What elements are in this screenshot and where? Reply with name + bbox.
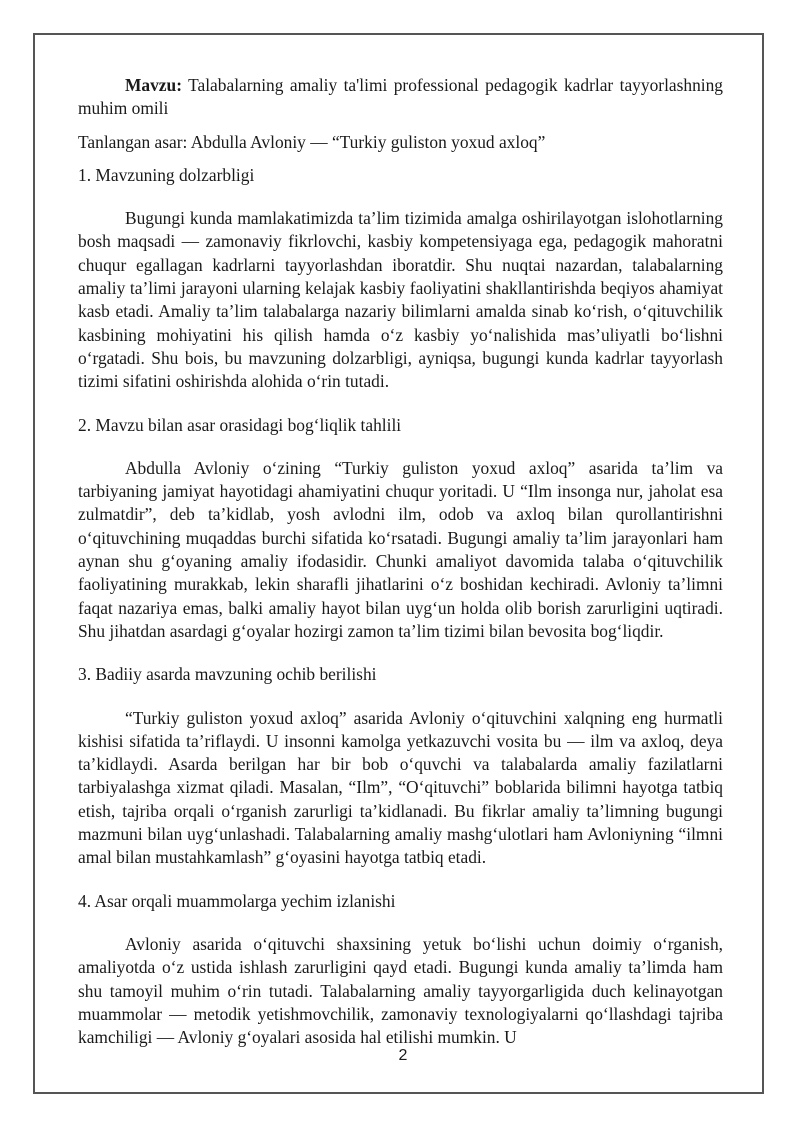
section-3-paragraph: “Turkiy guliston yoxud axloq” asarida Avloniy o‘qituvchini xalqning eng hurmatli kishisi sifatida ta’riflaydi. U insonni kamolga yetkazuvchi vosita bu — ilm va axloq, deya ta’kidlaydi. Asarda berilgan har bir bob o‘quvchi va talabalarda amaliy fazilatlarni tarbiyalashga xizmat qiladi. Masalan, “Ilm”, “O‘qituvchi” boblarida bilimni hayotga tatbiq etish, tajriba orqali o‘rganish zarurligi ta’kidlanadi. Bu fikrlar amaliy ta’limning bugungi mazmuni bilan uyg‘unlashadi. Talabalarning amaliy mashg‘ulotlari ham Avloniyning “ilmni amal bilan mustahkamlash” g‘oyasini hayotga tatbiq etadi. xyxy=(78,707,723,868)
section-3-heading: 3. Badiiy asarda mavzuning ochib berilishi xyxy=(78,664,377,685)
section-2-heading: 2. Mavzu bilan asar orasidagi bog‘liqlik tahlili xyxy=(78,414,402,435)
page-number: 2 xyxy=(398,1047,408,1064)
document-body xyxy=(78,74,723,1049)
section-2-paragraph: Abdulla Avloniy o‘zining “Turkiy guliston yoxud axloq” asarida ta’lim va tarbiyaning jamiyat hayotidagi ahamiyatini chuqur yoritadi. U “Ilm insonga nur, jaholat esa zulmatdir”, deb ta’kidlab, yosh avlodni ilm, odob va axloq bilan qurollantirishni o‘qituvchining muqaddas burchi sifatida ko‘rsatadi. Bugungi amaliy ta’lim jarayonlari ham aynan shu g‘oyaning amaliy ifodasidir. Chunki amaliyot davomida talaba o‘qituvchilik faoliyatining murakkab, lekin sharafli jihatlarini o‘z boshidan kechiradi. Avloniy ta’limni faqat nazariya emas, balki amaliy hayot bilan uyg‘un holda olib borish zarurligini uqtiradi. Shu jihatdan asardagi g‘oyalar hozirgi zamon ta’lim tizimi bilan bevosita bog‘liqdir. xyxy=(78,457,723,641)
section-1-heading: 1. Mavzuning dolzarbligi xyxy=(78,164,255,185)
section-4-heading: 4. Asar orqali muammolarga yechim izlanishi xyxy=(78,890,396,911)
section-4-paragraph: Avloniy asarida o‘qituvchi shaxsining yetuk bo‘lishi uchun doimiy o‘rganish, amaliyotda o‘z ustida ishlash zarurligini qayd etadi. Bugungi kunda amaliy ta’limda ham shu tamoyil muhim o‘rin tutadi. Talabalarning amaliy tayyorgarligida duch kelinayotgan muammolar — metodik yetishmovchilik, zamonaviy texnologiyalarni qo‘llashdagi tajriba kamchiligi — Avloniy g‘oyalari asosida hal etilishi mumkin. U xyxy=(78,933,723,1048)
topic-text: Talabalarning amaliy ta'limi professional pedagogik kadrlar tayyorlashning muhim omili xyxy=(78,75,723,119)
section-1-paragraph: Bugungi kunda mamlakatimizda ta’lim tizimida amalga oshirilayotgan islohotlarning bosh maqsadi — zamonaviy fikrlovchi, kasbiy kompetensiyaga ega, pedagogik mahoratni chuqur egallagan kadrlarni tayyorlashdan iboratdir. Shu nuqtai nazardan, talabalarning amaliy ta’limi jarayoni ularning kelajak kasbiy faoliyatini shakllantirishda beqiyos ahamiyat kasb etadi. Amaliy ta’lim talabalarga nazariy bilimlarni amalda sinab ko‘rish, o‘qituvchilik kasbining mohiyatini his qilish hamda o‘z kasbiy yo‘nalishida mas’uliyatli bo‘lishni o‘rgatadi. Shu bois, bu mavzuning dolzarbligi, ayniqsa, bugungi kunda kadrlar tayyorlash tizimi sifatini oshirishda alohida o‘rin tutadi. xyxy=(78,208,723,392)
selected-work: Tanlangan asar: Abdulla Avloniy — “Turkiy guliston yoxud axloq” xyxy=(78,131,546,152)
topic-line xyxy=(78,74,723,121)
topic-label: Mavzu: xyxy=(125,75,182,95)
